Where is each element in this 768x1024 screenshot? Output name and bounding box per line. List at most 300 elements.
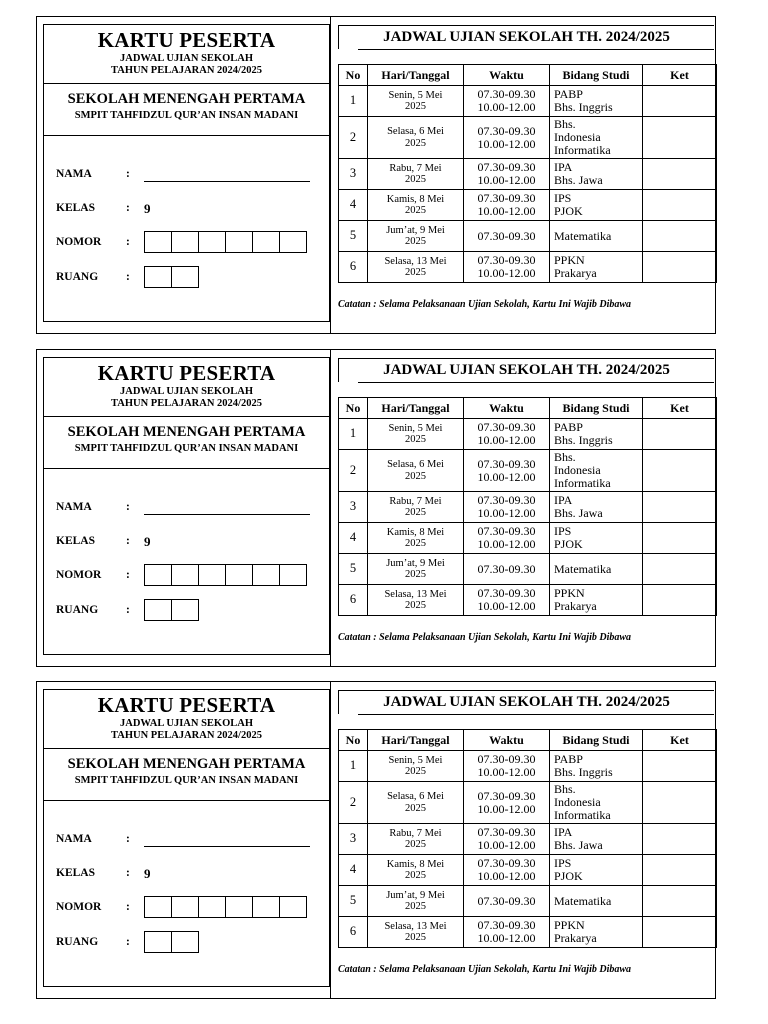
card-title: KARTU PESERTA xyxy=(97,693,276,717)
exam-card xyxy=(36,16,716,334)
cell-waktu xyxy=(464,886,550,917)
kelas-label: KELAS xyxy=(56,867,95,879)
cell-line: 07.30-09.30 xyxy=(477,87,536,102)
cell-line: Rabu, 7 Mei xyxy=(389,495,442,507)
nomor-box[interactable] xyxy=(225,564,253,586)
nomor-box[interactable] xyxy=(225,231,253,253)
col-header-hari: Hari/Tanggal xyxy=(368,65,464,86)
schedule-header-row xyxy=(339,65,717,86)
col-header-waktu: Waktu xyxy=(464,730,550,751)
cell-line: 07.30-09.30 xyxy=(477,191,536,206)
cell-line: Indonesia xyxy=(554,795,601,810)
schedule-body xyxy=(339,751,717,948)
cell-line: 2025 xyxy=(405,174,426,185)
school-level: SEKOLAH MENENGAH PERTAMA xyxy=(67,424,306,440)
cell-hari xyxy=(368,86,464,117)
card-subtitle-year: TAHUN PELAJARAN 2024/2025 xyxy=(111,398,262,409)
ruang-box[interactable] xyxy=(171,599,199,621)
card-separator xyxy=(44,748,329,749)
table-row xyxy=(339,782,717,824)
cell-line: Kamis, 8 Mei xyxy=(386,526,445,538)
cell-ket xyxy=(643,782,717,824)
cell-line: 07.30-09.30 xyxy=(477,524,536,539)
cell-no: 3 xyxy=(339,824,368,855)
schedule-title-underline xyxy=(358,382,714,383)
cell-line: Bhs. Jawa xyxy=(554,506,603,520)
col-header-ket: Ket xyxy=(643,65,717,86)
card-title: KARTU PESERTA xyxy=(97,28,276,52)
cell-line: Rabu, 7 Mei xyxy=(389,827,442,839)
cell-line: Matematika xyxy=(554,893,612,908)
nama-field[interactable] xyxy=(144,181,310,182)
cell-line: 10.00-12.00 xyxy=(477,765,536,779)
schedule-table xyxy=(338,729,717,948)
cell-line: 07.30-09.30 xyxy=(477,586,536,601)
col-header-bidang: Bidang Studi xyxy=(550,730,643,751)
cell-no: 3 xyxy=(339,159,368,190)
cell-line: 2025 xyxy=(405,901,426,912)
ruang-label: RUANG xyxy=(56,271,99,283)
nama-label: NAMA xyxy=(56,168,92,180)
cell-hari xyxy=(368,252,464,283)
schedule-header-row xyxy=(339,398,717,419)
cell-line: 07.30-09.30 xyxy=(477,228,536,243)
cell-ket xyxy=(643,450,717,492)
cell-line: Rabu, 7 Mei xyxy=(389,162,442,174)
cell-ket xyxy=(643,117,717,159)
ruang-label: RUANG xyxy=(56,936,99,948)
cell-line: PPKN xyxy=(554,586,585,601)
col-header-no: No xyxy=(339,65,368,86)
table-row xyxy=(339,450,717,492)
nomor-box[interactable] xyxy=(144,231,172,253)
cell-line: 07.30-09.30 xyxy=(477,420,536,435)
nama-field[interactable] xyxy=(144,514,310,515)
cell-line: Jum’at, 9 Mei xyxy=(386,224,445,236)
cell-bidang xyxy=(550,450,643,492)
cell-line: PJOK xyxy=(554,537,583,551)
ruang-boxes[interactable] xyxy=(144,931,198,953)
cell-waktu xyxy=(464,86,550,117)
cell-line: Kamis, 8 Mei xyxy=(386,858,445,870)
cell-line: Senin, 5 Mei xyxy=(388,754,443,766)
schedule-body xyxy=(339,86,717,283)
cell-no: 5 xyxy=(339,554,368,585)
school-name: SMPIT TAHFIDZUL QUR’AN INSAN MADANI xyxy=(74,443,299,454)
ruang-label: RUANG xyxy=(56,604,99,616)
cell-hari xyxy=(368,450,464,492)
cell-waktu xyxy=(464,221,550,252)
cell-line: Informatika xyxy=(554,142,611,157)
table-row xyxy=(339,824,717,855)
table-row xyxy=(339,117,717,159)
cell-ket xyxy=(643,523,717,554)
exam-card xyxy=(36,681,716,999)
card-separator xyxy=(44,83,329,84)
ruang-box[interactable] xyxy=(144,599,172,621)
cell-line: 07.30-09.30 xyxy=(477,456,536,471)
cell-line: Jum’at, 9 Mei xyxy=(386,557,445,569)
card-subtitle-exam: JADWAL UJIAN SEKOLAH xyxy=(119,386,254,397)
nomor-box[interactable] xyxy=(225,896,253,918)
col-header-hari: Hari/Tanggal xyxy=(368,730,464,751)
cell-line: Indonesia xyxy=(554,130,601,145)
table-row xyxy=(339,855,717,886)
nomor-box[interactable] xyxy=(252,231,280,253)
cell-ket xyxy=(643,751,717,782)
nomor-box[interactable] xyxy=(198,564,226,586)
cell-line: 10.00-12.00 xyxy=(477,869,536,883)
cell-bidang xyxy=(550,523,643,554)
cell-line: 07.30-09.30 xyxy=(477,752,536,767)
cell-ket xyxy=(643,886,717,917)
nomor-boxes[interactable] xyxy=(144,896,306,918)
cell-line: 2025 xyxy=(405,870,426,881)
nama-colon: : xyxy=(126,833,130,845)
nomor-box[interactable] xyxy=(171,564,199,586)
cell-no: 1 xyxy=(339,86,368,117)
cell-bidang xyxy=(550,782,643,824)
table-row xyxy=(339,585,717,616)
cell-line: 10.00-12.00 xyxy=(477,204,536,218)
nomor-boxes[interactable] xyxy=(144,231,306,253)
cell-no: 6 xyxy=(339,585,368,616)
cell-no: 6 xyxy=(339,917,368,948)
cell-line: Kamis, 8 Mei xyxy=(386,193,445,205)
cell-no: 5 xyxy=(339,886,368,917)
nomor-box[interactable] xyxy=(279,564,307,586)
col-header-no: No xyxy=(339,730,368,751)
school-level: SEKOLAH MENENGAH PERTAMA xyxy=(67,756,306,772)
cell-no: 2 xyxy=(339,117,368,159)
nomor-box[interactable] xyxy=(198,231,226,253)
ruang-box[interactable] xyxy=(144,266,172,288)
cell-line: Matematika xyxy=(554,561,612,576)
cell-line: 2025 xyxy=(405,600,426,611)
cell-line: 10.00-12.00 xyxy=(477,136,536,151)
nomor-colon: : xyxy=(126,569,130,581)
schedule-title: JADWAL UJIAN SEKOLAH TH. 2024/2025 xyxy=(383,362,670,378)
table-row xyxy=(339,523,717,554)
cell-line: Bhs. Jawa xyxy=(554,173,603,187)
nama-colon: : xyxy=(126,501,130,513)
cell-line: 10.00-12.00 xyxy=(477,931,536,945)
cell-line: Prakarya xyxy=(554,266,597,280)
col-header-no: No xyxy=(339,398,368,419)
cell-line: IPS xyxy=(554,524,572,539)
cell-bidang xyxy=(550,221,643,252)
card-divider xyxy=(330,16,331,334)
cell-line: 07.30-09.30 xyxy=(477,918,536,933)
table-row xyxy=(339,221,717,252)
cell-bidang xyxy=(550,751,643,782)
ruang-box[interactable] xyxy=(171,266,199,288)
cell-line: 10.00-12.00 xyxy=(477,433,536,447)
nomor-label: NOMOR xyxy=(56,901,102,913)
cell-hari xyxy=(368,782,464,824)
col-header-waktu: Waktu xyxy=(464,65,550,86)
col-header-ket: Ket xyxy=(643,398,717,419)
cell-line: 07.30-09.30 xyxy=(477,856,536,871)
cell-line: 07.30-09.30 xyxy=(477,825,536,840)
cell-line: Senin, 5 Mei xyxy=(388,422,443,434)
cell-ket xyxy=(643,824,717,855)
cell-line: IPS xyxy=(554,191,572,206)
card-subtitle-exam: JADWAL UJIAN SEKOLAH xyxy=(119,718,254,729)
school-name: SMPIT TAHFIDZUL QUR’AN INSAN MADANI xyxy=(74,110,299,121)
cell-line: 2025 xyxy=(405,507,426,518)
cell-waktu xyxy=(464,252,550,283)
cell-line: Selasa, 13 Mei xyxy=(384,255,447,267)
nomor-box[interactable] xyxy=(171,231,199,253)
cell-line: 10.00-12.00 xyxy=(477,100,536,114)
cell-line: Bhs. xyxy=(554,782,576,797)
cell-line: Selasa, 13 Mei xyxy=(384,588,447,600)
cell-hari xyxy=(368,886,464,917)
cell-line: 10.00-12.00 xyxy=(477,506,536,520)
cell-waktu xyxy=(464,855,550,886)
cell-line: Bhs. Inggris xyxy=(554,765,613,779)
kelas-value: 9 xyxy=(144,201,151,216)
cell-line: 2025 xyxy=(405,101,426,112)
participant-card xyxy=(43,689,330,987)
cell-bidang xyxy=(550,886,643,917)
schedule-title: JADWAL UJIAN SEKOLAH TH. 2024/2025 xyxy=(383,694,670,710)
cell-hari xyxy=(368,523,464,554)
cell-line: Bhs. Jawa xyxy=(554,838,603,852)
cell-no: 1 xyxy=(339,751,368,782)
cell-line: 2025 xyxy=(405,267,426,278)
card-note: Catatan : Selama Pelaksanaan Ujian Sekolah, Kartu Ini Wajib Dibawa xyxy=(338,299,632,310)
cell-ket xyxy=(643,86,717,117)
cell-bidang xyxy=(550,492,643,523)
card-separator xyxy=(44,135,329,136)
cell-line: 2025 xyxy=(405,470,426,482)
cell-line: 07.30-09.30 xyxy=(477,561,536,576)
card-divider xyxy=(330,349,331,667)
table-row xyxy=(339,751,717,782)
cell-line: PJOK xyxy=(554,204,583,218)
cell-hari xyxy=(368,585,464,616)
school-level: SEKOLAH MENENGAH PERTAMA xyxy=(67,91,306,107)
cell-line: 2025 xyxy=(405,932,426,943)
cell-line: 10.00-12.00 xyxy=(477,801,536,816)
col-header-bidang: Bidang Studi xyxy=(550,65,643,86)
cell-waktu xyxy=(464,419,550,450)
card-subtitle-year: TAHUN PELAJARAN 2024/2025 xyxy=(111,730,262,741)
card-title: KARTU PESERTA xyxy=(97,361,276,385)
cell-bidang xyxy=(550,419,643,450)
cell-ket xyxy=(643,159,717,190)
table-row xyxy=(339,554,717,585)
exam-card xyxy=(36,349,716,667)
cell-hari xyxy=(368,917,464,948)
cell-hari xyxy=(368,554,464,585)
table-row xyxy=(339,886,717,917)
cell-ket xyxy=(643,917,717,948)
cell-line: 07.30-09.30 xyxy=(477,788,536,803)
ruang-box[interactable] xyxy=(144,931,172,953)
cell-line: 2025 xyxy=(405,766,426,777)
cell-waktu xyxy=(464,523,550,554)
schedule-header xyxy=(338,25,714,49)
nomor-box[interactable] xyxy=(144,896,172,918)
card-note: Catatan : Selama Pelaksanaan Ujian Sekolah, Kartu Ini Wajib Dibawa xyxy=(338,632,632,643)
schedule-table xyxy=(338,397,717,616)
cell-line: Prakarya xyxy=(554,599,597,613)
cell-hari xyxy=(368,855,464,886)
cell-no: 4 xyxy=(339,855,368,886)
cell-ket xyxy=(643,221,717,252)
kelas-value: 9 xyxy=(144,866,151,881)
cell-line: Senin, 5 Mei xyxy=(388,89,443,101)
cell-bidang xyxy=(550,855,643,886)
cell-ket xyxy=(643,554,717,585)
cell-line: Indonesia xyxy=(554,463,601,478)
col-header-bidang: Bidang Studi xyxy=(550,398,643,419)
cell-line: 10.00-12.00 xyxy=(477,469,536,484)
nama-label: NAMA xyxy=(56,501,92,513)
cell-line: PPKN xyxy=(554,918,585,933)
cell-line: 07.30-09.30 xyxy=(477,123,536,138)
table-row xyxy=(339,86,717,117)
cell-bidang xyxy=(550,824,643,855)
nomor-colon: : xyxy=(126,236,130,248)
col-header-hari: Hari/Tanggal xyxy=(368,398,464,419)
cell-line: 2025 xyxy=(405,205,426,216)
nomor-box[interactable] xyxy=(252,896,280,918)
cell-line: 07.30-09.30 xyxy=(477,253,536,268)
cell-no: 4 xyxy=(339,523,368,554)
cell-hari xyxy=(368,492,464,523)
cell-hari xyxy=(368,824,464,855)
card-subtitle-year: TAHUN PELAJARAN 2024/2025 xyxy=(111,65,262,76)
schedule-title: JADWAL UJIAN SEKOLAH TH. 2024/2025 xyxy=(383,29,670,45)
ruang-box[interactable] xyxy=(171,931,199,953)
cell-waktu xyxy=(464,450,550,492)
cell-ket xyxy=(643,585,717,616)
cell-waktu xyxy=(464,585,550,616)
kelas-value: 9 xyxy=(144,534,151,549)
cell-hari xyxy=(368,117,464,159)
cell-line: Bhs. xyxy=(554,450,576,465)
cell-no: 1 xyxy=(339,419,368,450)
cell-line: 10.00-12.00 xyxy=(477,266,536,280)
cell-line: PJOK xyxy=(554,869,583,883)
cell-bidang xyxy=(550,554,643,585)
cell-line: 07.30-09.30 xyxy=(477,893,536,908)
cell-hari xyxy=(368,221,464,252)
schedule-table xyxy=(338,64,717,283)
cell-line: Informatika xyxy=(554,475,611,490)
cell-line: Informatika xyxy=(554,807,611,822)
card-note: Catatan : Selama Pelaksanaan Ujian Sekolah, Kartu Ini Wajib Dibawa xyxy=(338,964,632,975)
cell-line: 07.30-09.30 xyxy=(477,160,536,175)
cell-waktu xyxy=(464,492,550,523)
schedule-header xyxy=(338,690,714,714)
kelas-colon: : xyxy=(126,867,130,879)
cell-bidang xyxy=(550,252,643,283)
cell-ket xyxy=(643,492,717,523)
nama-colon: : xyxy=(126,168,130,180)
cell-line: 2025 xyxy=(405,434,426,445)
cell-line: 2025 xyxy=(405,569,426,580)
schedule-header-row xyxy=(339,730,717,751)
cell-hari xyxy=(368,419,464,450)
cell-hari xyxy=(368,751,464,782)
nomor-label: NOMOR xyxy=(56,236,102,248)
cell-bidang xyxy=(550,86,643,117)
ruang-colon: : xyxy=(126,604,130,616)
cell-line: PABP xyxy=(554,87,583,102)
cell-line: IPA xyxy=(554,160,573,175)
nomor-box[interactable] xyxy=(171,896,199,918)
cell-line: Jum’at, 9 Mei xyxy=(386,889,445,901)
cell-no: 2 xyxy=(339,450,368,492)
nomor-box[interactable] xyxy=(252,564,280,586)
cell-ket xyxy=(643,855,717,886)
cell-line: Matematika xyxy=(554,228,612,243)
nomor-box[interactable] xyxy=(279,231,307,253)
cell-bidang xyxy=(550,585,643,616)
cell-line: PABP xyxy=(554,420,583,435)
cell-ket xyxy=(643,190,717,221)
table-row xyxy=(339,917,717,948)
table-row xyxy=(339,419,717,450)
cell-line: IPS xyxy=(554,856,572,871)
cell-no: 6 xyxy=(339,252,368,283)
cell-hari xyxy=(368,159,464,190)
cell-no: 2 xyxy=(339,782,368,824)
table-row xyxy=(339,159,717,190)
cell-line: 10.00-12.00 xyxy=(477,173,536,187)
cell-waktu xyxy=(464,824,550,855)
cell-line: 10.00-12.00 xyxy=(477,599,536,613)
kelas-label: KELAS xyxy=(56,535,95,547)
cell-line: 2025 xyxy=(405,236,426,247)
cell-ket xyxy=(643,419,717,450)
cell-waktu xyxy=(464,751,550,782)
schedule-body xyxy=(339,419,717,616)
cell-line: 10.00-12.00 xyxy=(477,537,536,551)
nomor-box[interactable] xyxy=(144,564,172,586)
nomor-box[interactable] xyxy=(279,896,307,918)
cell-waktu xyxy=(464,782,550,824)
schedule-header xyxy=(338,358,714,382)
ruang-boxes[interactable] xyxy=(144,266,198,288)
cell-line: 2025 xyxy=(405,839,426,850)
schedule-title-underline xyxy=(358,49,714,50)
cell-line: Bhs. Inggris xyxy=(554,100,613,114)
nomor-boxes[interactable] xyxy=(144,564,306,586)
ruang-boxes[interactable] xyxy=(144,599,198,621)
kelas-label: KELAS xyxy=(56,202,95,214)
nomor-box[interactable] xyxy=(198,896,226,918)
cell-line: Selasa, 6 Mei xyxy=(387,459,444,471)
card-divider xyxy=(330,681,331,999)
cell-line: Selasa, 6 Mei xyxy=(387,126,444,138)
cell-waktu xyxy=(464,917,550,948)
cell-waktu xyxy=(464,554,550,585)
cell-line: Prakarya xyxy=(554,931,597,945)
nama-field[interactable] xyxy=(144,846,310,847)
cell-line: PPKN xyxy=(554,253,585,268)
cell-no: 5 xyxy=(339,221,368,252)
cell-line: IPA xyxy=(554,825,573,840)
cell-bidang xyxy=(550,917,643,948)
cell-line: 07.30-09.30 xyxy=(477,493,536,508)
cell-line: Bhs. xyxy=(554,117,576,132)
